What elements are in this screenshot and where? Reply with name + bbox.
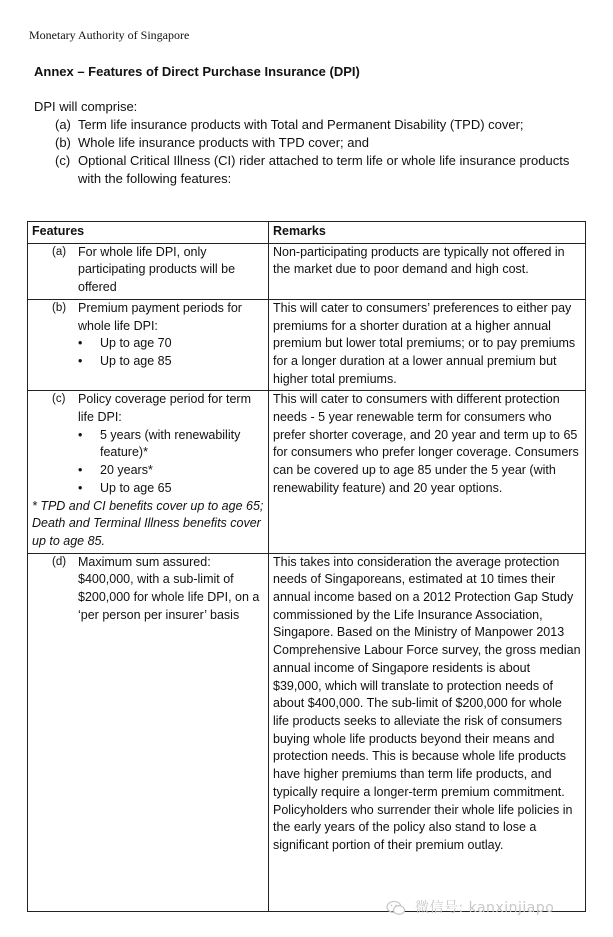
row-label: (b) bbox=[52, 301, 67, 314]
intro-list-item bbox=[34, 152, 574, 170]
intro-list-item bbox=[34, 134, 574, 152]
intro-item-text: Optional Critical Illness (CI) rider attached to term life or whole life insurance products bbox=[78, 153, 570, 168]
feature-cell bbox=[28, 391, 269, 553]
intro-lead: DPI will comprise: bbox=[34, 99, 138, 114]
intro-item-text: Whole life insurance products with TPD cover; and bbox=[78, 135, 369, 150]
table-row bbox=[28, 391, 586, 553]
remarks-header: Remarks bbox=[269, 222, 586, 244]
remarks-cell: This takes into consideration the average protection needs of Singaporeans, estimated at 10 times their annual income based on a 2012 Protection Gap Study commissioned by the Life Insurance Association, Singapore. Based on the Ministry of Manpower 2013 Comprehensive Labour Force survey, the gross median annual income of Singapore residents is about $39,000, which will translate to protection needs of about $400,000. The sub-limit of $200,000 for whole life products seeks to alleviate the risk of consumers buying whole life products beyond their means and protection needs. This is because whole life products have higher premiums than term life products, and typically require a longer-term premium commitment. Policyholders who surrender their whole life policies in the early years of the policy also stand to lose a significant portion of their premium outlay. bbox=[269, 553, 586, 911]
feature-cell bbox=[28, 243, 269, 299]
bullet-item: • Up to age 65 bbox=[78, 480, 264, 498]
bullet-item: • Up to age 85 bbox=[78, 353, 264, 371]
features-header: Features bbox=[28, 222, 269, 244]
intro-list-item bbox=[34, 116, 574, 134]
watermark-text: 微信号: kanxinjiapo bbox=[414, 900, 555, 916]
remarks-cell: This will cater to consumers’ preferences to either pay premiums for a shorter duration at a higher annual premium but lower total premiums; or to pay premiums for a longer duration at a lower annual premium but higher total premiums. bbox=[269, 299, 586, 391]
table-row bbox=[28, 299, 586, 391]
intro-item-label: (c) bbox=[55, 153, 71, 168]
footnote: * TPD and CI benefits cover up to age 65; Death and Terminal Illness benefits cover up to age 85. bbox=[32, 498, 264, 548]
table-row bbox=[28, 243, 586, 299]
bullet-item: • Up to age 70 bbox=[78, 335, 264, 353]
feature-cell bbox=[28, 299, 269, 391]
annex-title: Annex – Features of Direct Purchase Insurance (DPI) bbox=[34, 64, 360, 79]
remarks-cell: This will cater to consumers with different protection needs - 5 year renewable term for consumers who prefer shorter coverage, and 20 year and term up to 65 for consumers who prefer longer coverage. Consumers can be covered up to age 85 under the 5 year (with renewability feature) and 20 year options. bbox=[269, 391, 586, 553]
feature-cell bbox=[28, 553, 269, 911]
feature-bullets bbox=[78, 427, 264, 498]
feature-text: For whole life DPI, only participating products will be offered bbox=[78, 244, 236, 295]
intro-section bbox=[34, 98, 574, 188]
intro-item-label: (b) bbox=[55, 135, 71, 150]
table-row bbox=[28, 553, 586, 911]
feature-text: Premium payment periods for whole life DPI: bbox=[78, 300, 242, 333]
organization-header: Monetary Authority of Singapore bbox=[29, 28, 190, 42]
row-label: (d) bbox=[52, 555, 67, 568]
row-label: (a) bbox=[52, 245, 67, 258]
intro-after: with the following features: bbox=[78, 171, 232, 186]
bullet-item: • 5 years (with renewability feature)* bbox=[78, 427, 264, 462]
wechat-icon bbox=[386, 900, 406, 916]
watermark bbox=[386, 897, 554, 917]
feature-bullets bbox=[78, 335, 264, 370]
remarks-cell: Non-participating products are typically not offered in the market due to poor demand and high cost. bbox=[269, 243, 586, 299]
feature-text: Maximum sum assured: $400,000, with a sub-limit of $200,000 for whole life DPI, on a ‘per person per insurer’ basis bbox=[78, 554, 260, 622]
row-label: (c) bbox=[52, 393, 66, 406]
intro-item-text: Term life insurance products with Total and Permanent Disability (TPD) cover; bbox=[78, 117, 524, 132]
table-header-row bbox=[28, 222, 586, 244]
features-table bbox=[27, 221, 586, 912]
intro-item-label: (a) bbox=[55, 117, 71, 132]
bullet-item: • 20 years* bbox=[78, 462, 264, 480]
intro-list bbox=[34, 116, 574, 170]
feature-text: Policy coverage period for term life DPI: bbox=[78, 392, 251, 425]
